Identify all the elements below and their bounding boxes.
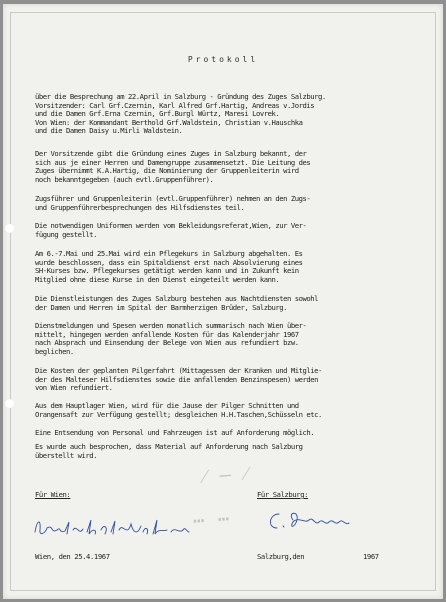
paragraph-1-line: und die Damen Daisy u.Mirli Waldstein. [35, 126, 183, 136]
paragraph-2-line: Zuges übernimmt K.A.Hartig, die Nominierung der Gruppenleiterin wird [35, 166, 299, 176]
paragraph-5-line: SH-Kurses bzw. Pflegekurses getätigt werden kann und in Zukunft kein [35, 266, 299, 276]
paragraph-7-line: Dienstmeldungen und Spesen werden monatlich summarisch nach Wien über- [35, 321, 307, 330]
paragraph-11-line: Es wurde auch besprochen, dass Material auf Anforderung nach Salzburg [35, 442, 303, 451]
paragraph-9-line: Aus dem Hauptlager Wien, wird für die Jause der Pilger Schnitten und [35, 401, 299, 410]
signature-date-wien: Wien, den 25.4.1967 [35, 552, 110, 561]
paragraph-3-line: Zugsführer und Gruppenleiterin (evtl.Gruppenführer) nehmen an den Zugs- [35, 194, 311, 203]
paragraph-1-line: Vorsitzender: Carl Grf.Czernin, Karl Alfred Grf.Hartig, Andreas v.Jordis [35, 100, 315, 110]
paragraph-8-line: von Wien refundiert. [35, 383, 113, 393]
punch-hole-top [5, 224, 14, 233]
paragraph-2-line: noch bekanntgegeben (auch evtl.Gruppenführer). [35, 174, 214, 184]
handwritten-signature-wien [31, 512, 191, 542]
paragraph-11-line: überstellt wird. [35, 450, 98, 460]
document-title: Protokoll [187, 55, 259, 64]
signature-year-salzburg: 1967 [363, 552, 379, 561]
paragraph-1-line: Von Wien: der Kommandant Berthold Grf.Waldstein, Christian v.Hauschka [35, 117, 303, 127]
paragraph-1-line: über die Besprechung am 22.April in Salzburg - Gründung des Zuges Salzburg. [35, 92, 326, 101]
paragraph-7-line: mittelt, hingegen werden anfallende Kosten für das Kalenderjahr 1967 [35, 329, 299, 339]
paragraph-7-line: beglichen. [35, 346, 74, 356]
document-page [3, 4, 443, 599]
paragraph-4-line: Die notwendigen Uniformen werden vom Bekleidungsreferat,Wien, zur Ver- [35, 221, 307, 230]
paragraph-4-line: fügung gestellt. [35, 229, 98, 239]
signature-label-wien: Für Wien: [35, 490, 71, 499]
paragraph-7-line: nach Absprach und Einsendung der Belege von Wien aus refundiert bzw. [35, 338, 299, 348]
punch-hole-bottom [5, 399, 14, 408]
paragraph-6-line: Die Dienstleistungen des Zuges Salzburg bestehen aus Nachtdiensten sowohl [35, 294, 319, 303]
paragraph-2-line: sich aus je einer Herren und Damengruppe zusammensetzt. Die Leitung des [35, 157, 311, 167]
signature-label-salzburg: Für Salzburg: [257, 490, 309, 499]
show-through-marks-2: ⋯ ⋯ [192, 507, 232, 533]
paragraph-2-line: Der Vorsitzende gibt die Gründung eines Zuges in Salzburg bekannt, der [35, 149, 307, 158]
paragraph-8-line: Die Kosten der geplanten Pilgerfahrt (Mittagessen der Kranken und Mitglie- [35, 366, 322, 375]
paragraph-5-line: wurde beschlossen, dass ein Spitaldienst erst nach Absolvierung eines [35, 257, 303, 267]
paragraph-5-line: Am 6.-7.Mai und 25.Mai wird ein Pflegekurs in Salzburg abgehalten. Es [35, 249, 303, 258]
paragraph-8-line: der des Malteser Hilfsdienstes sowie die anfallenden Benzinspesen) werden [35, 374, 319, 384]
paragraph-10-line: Eine Entsendung von Personal und Fahrzeugen ist auf Anforderung möglich. [35, 428, 315, 437]
show-through-marks: ⁄ — ⁄ [202, 462, 250, 488]
paragraph-3-line: und Gruppenführerbesprechungen des Hilfsdienstes teil. [35, 202, 245, 212]
paragraph-5-line: Mitglied ohne diese Kurse in den Dienst eingeteilt werden kann. [35, 274, 280, 284]
paragraph-6-line: der Damen und Herren im Spital der Barmherzigen Brüder, Salzburg. [35, 302, 288, 312]
paragraph-9-line: Orangensaft zur Verfügung gestellt; desgleichen H.H.Taschen,Schüsseln etc. [35, 409, 322, 419]
handwritten-signature-salzburg [265, 506, 365, 534]
paragraph-1-line: und die Damen Grf.Erna Czernin, Grf.Burgl Würtz, Maresi Lovrek. [35, 109, 280, 119]
signature-place-salzburg: Salzburg,den [257, 552, 305, 561]
